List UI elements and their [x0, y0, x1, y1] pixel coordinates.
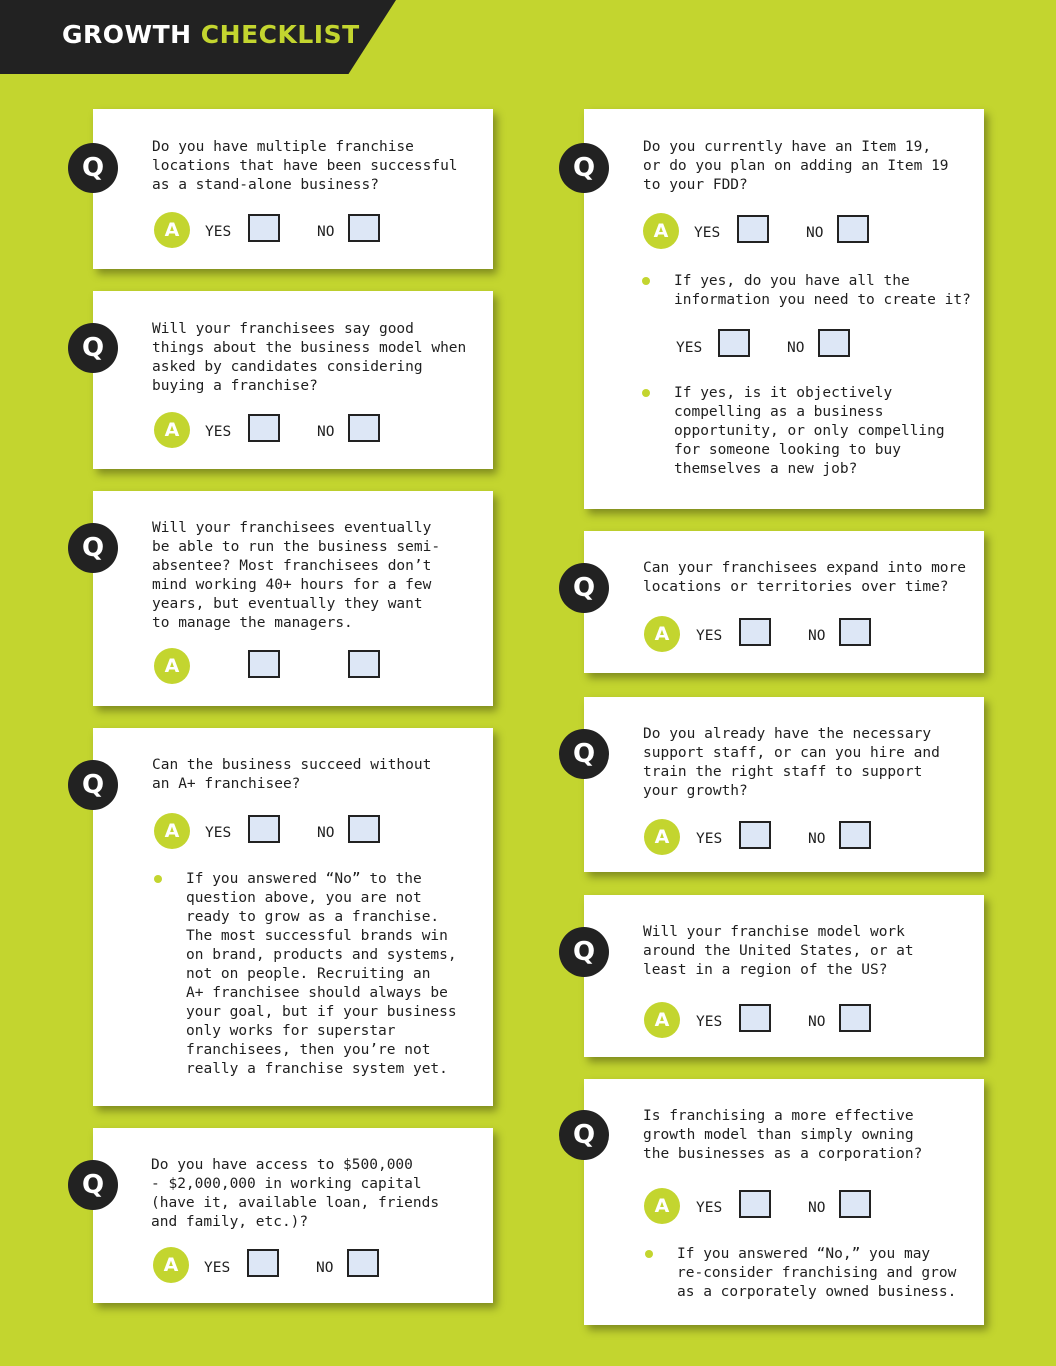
q-badge: Q — [68, 760, 118, 810]
no-label: NO — [808, 831, 826, 847]
question-text: Do you already have the necessary support staff, or can you hire and train the right staff to support your growth? — [643, 726, 940, 799]
yes-label: YES — [696, 1014, 723, 1030]
no-label: NO — [806, 225, 824, 241]
q-badge: Q — [68, 1160, 118, 1210]
yes-label: YES — [204, 1260, 231, 1276]
yes-checkbox[interactable] — [248, 815, 280, 843]
no-checkbox[interactable] — [839, 1004, 871, 1032]
q-badge: Q — [68, 143, 118, 193]
no-label: NO — [316, 1260, 334, 1276]
q-badge: Q — [559, 729, 609, 779]
question-text: Do you have multiple franchise locations that have been successful as a stand-alone business? — [152, 139, 458, 193]
yes-checkbox[interactable] — [737, 215, 769, 243]
yes-label: YES — [696, 628, 723, 644]
a-badge: A — [153, 1247, 189, 1283]
question-text: Can your franchisees expand into more locations or territories over time? — [643, 560, 967, 595]
bullet-dot — [154, 875, 162, 883]
bullet-dot — [642, 277, 650, 285]
a-badge: A — [644, 616, 680, 652]
no-label: NO — [317, 825, 335, 841]
no-checkbox[interactable] — [839, 821, 871, 849]
no-checkbox[interactable] — [348, 815, 380, 843]
yes-checkbox[interactable] — [739, 1004, 771, 1032]
no-checkbox[interactable] — [348, 414, 380, 442]
a-badge: A — [644, 1188, 680, 1224]
no-checkbox[interactable] — [348, 650, 380, 678]
question-text: Will your franchisees eventually be able to run the business semi- absentee? Most franchisees don’t mind working 40+ hours for a few years, but eventually they want to manage the managers. — [152, 520, 441, 631]
yes-checkbox[interactable] — [248, 650, 280, 678]
bullet-dot — [645, 1250, 653, 1258]
note-text: If you answered “No,” you may re-consider franchising and grow as a corporately owned business. — [677, 1246, 957, 1300]
yes-label: YES — [205, 825, 232, 841]
no-checkbox[interactable] — [818, 329, 850, 357]
yes-label: YES — [696, 1200, 723, 1216]
yes-checkbox[interactable] — [739, 1190, 771, 1218]
a-badge: A — [154, 648, 190, 684]
q-badge: Q — [559, 927, 609, 977]
a-badge: A — [154, 212, 190, 248]
question-card-7 — [584, 531, 984, 673]
no-label: NO — [317, 424, 335, 440]
title-word-growth: GROWTH — [62, 20, 192, 49]
no-checkbox[interactable] — [839, 1190, 871, 1218]
sub-question-text: If yes, is it objectively compelling as a business opportunity, or only compelling for someone looking to buy themselves a new job? — [674, 385, 945, 477]
yes-checkbox[interactable] — [739, 821, 771, 849]
page-title — [62, 20, 360, 49]
yes-label: YES — [676, 340, 703, 356]
note-text: If you answered “No” to the question above, you are not ready to grow as a franchise. The most successful brands win on brand, products and systems, not on people. Recruiting an A+ franchisee should always be your goal, but if your business only works for superstar franchisees, then you’re not really a franchise system yet. — [186, 871, 457, 1077]
q-badge: Q — [559, 563, 609, 613]
yes-label: YES — [205, 224, 232, 240]
no-label: NO — [808, 628, 826, 644]
yes-label: YES — [205, 424, 232, 440]
no-label: NO — [808, 1014, 826, 1030]
no-checkbox[interactable] — [839, 618, 871, 646]
yes-label: YES — [694, 225, 721, 241]
a-badge: A — [154, 813, 190, 849]
bullet-dot — [642, 389, 650, 397]
title-word-checklist: CHECKLIST — [200, 20, 360, 49]
a-badge: A — [644, 819, 680, 855]
question-text: Is franchising a more effective growth model than simply owning the businesses as a corporation? — [643, 1108, 923, 1162]
a-badge: A — [154, 412, 190, 448]
a-badge: A — [643, 213, 679, 249]
q-badge: Q — [559, 1110, 609, 1160]
question-text: Will your franchise model work around the United States, or at least in a region of the US? — [643, 924, 914, 978]
no-label: NO — [317, 224, 335, 240]
question-text: Can the business succeed without an A+ franchisee? — [152, 757, 432, 792]
no-checkbox[interactable] — [837, 215, 869, 243]
q-badge: Q — [68, 323, 118, 373]
yes-checkbox[interactable] — [248, 414, 280, 442]
q-badge: Q — [559, 143, 609, 193]
no-checkbox[interactable] — [347, 1249, 379, 1277]
q-badge: Q — [68, 523, 118, 573]
question-text: Do you currently have an Item 19, or do you plan on adding an Item 19 to your FDD? — [643, 139, 949, 193]
yes-checkbox[interactable] — [248, 214, 280, 242]
question-text: Do you have access to $500,000 - $2,000,000 in working capital (have it, available loan, friends and family, etc.)? — [151, 1157, 440, 1230]
no-checkbox[interactable] — [348, 214, 380, 242]
no-label: NO — [787, 340, 805, 356]
yes-checkbox[interactable] — [718, 329, 750, 357]
yes-label: YES — [696, 831, 723, 847]
no-label: NO — [808, 1200, 826, 1216]
a-badge: A — [644, 1002, 680, 1038]
yes-checkbox[interactable] — [739, 618, 771, 646]
yes-checkbox[interactable] — [247, 1249, 279, 1277]
question-text: Will your franchisees say good things about the business model when asked by candidates considering buying a franchise? — [152, 321, 467, 394]
sub-question-text: If yes, do you have all the information you need to create it? — [674, 273, 971, 308]
